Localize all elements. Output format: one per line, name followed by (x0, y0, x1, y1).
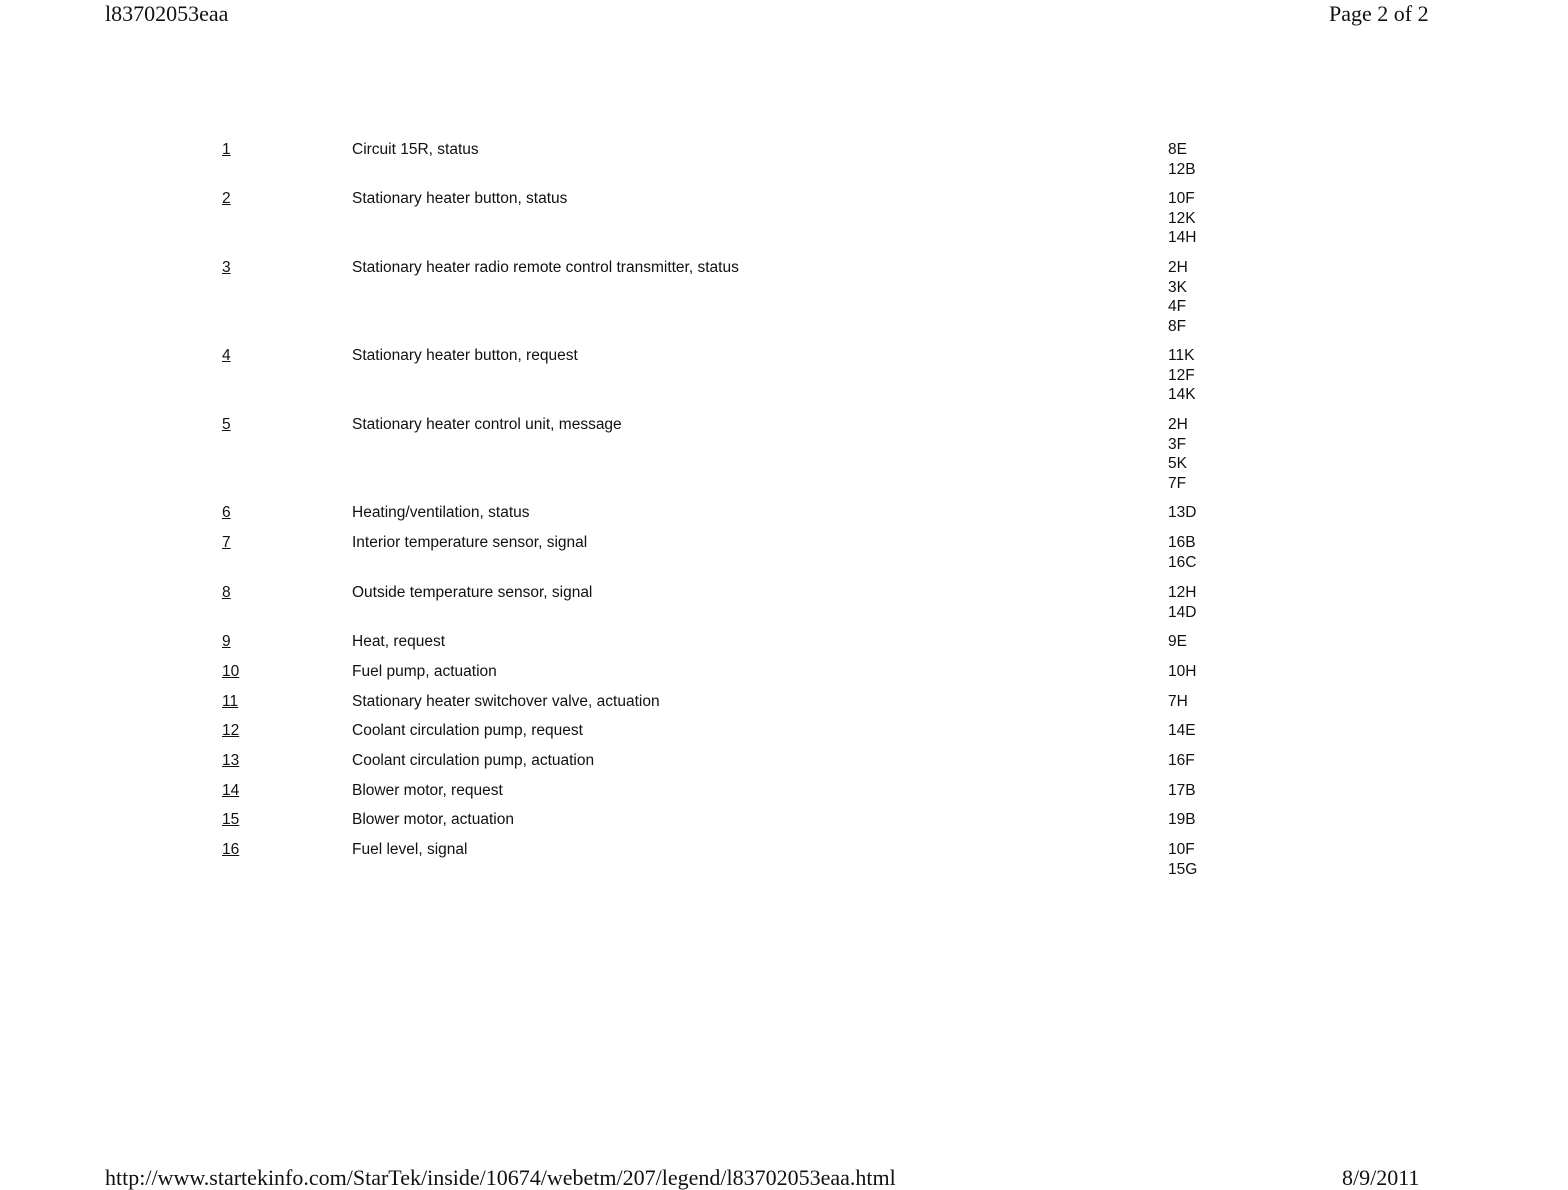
legend-item-description: Circuit 15R, status (352, 141, 479, 158)
grid-coordinate: 19B (1168, 811, 1196, 828)
legend-item-link[interactable]: 15 (222, 811, 240, 828)
legend-item-coordinates (1168, 692, 1188, 712)
grid-coordinate: 13D (1168, 504, 1197, 521)
grid-coordinate: 3K (1168, 278, 1187, 296)
grid-coordinate: 2H (1168, 259, 1188, 276)
legend-item-description: Stationary heater switchover valve, actuation (352, 693, 660, 710)
legend-item-description: Fuel pump, actuation (352, 663, 497, 680)
legend-item-coordinates (1168, 503, 1196, 523)
grid-coordinate: 5K (1168, 455, 1187, 473)
legend-item-link[interactable]: 10 (222, 663, 240, 680)
legend-item-coordinates (1168, 840, 1197, 879)
legend-item-description: Stationary heater button, request (352, 347, 578, 364)
grid-coordinate: 9E (1168, 633, 1187, 650)
legend-item-description: Blower motor, actuation (352, 811, 514, 828)
legend-item-description: Outside temperature sensor, signal (352, 584, 593, 601)
grid-coordinate: 16F (1168, 752, 1195, 769)
legend-item-link[interactable]: 8 (222, 584, 231, 601)
grid-coordinate: 8F (1168, 317, 1187, 335)
legend-item-coordinates (1168, 721, 1196, 741)
grid-coordinate: 10F (1168, 190, 1195, 207)
legend-item-description: Heat, request (352, 633, 446, 650)
grid-coordinate: 14H (1168, 229, 1197, 247)
page-url: http://www.startekinfo.com/StarTek/inside/10674/webetm/207/legend/l83702053eaa.html (105, 1165, 896, 1190)
legend-item-coordinates (1168, 583, 1196, 622)
legend-item-link[interactable]: 16 (222, 841, 240, 858)
legend-item-coordinates (1168, 140, 1196, 179)
grid-coordinate: 10H (1168, 663, 1197, 680)
grid-coordinate: 10F (1168, 841, 1195, 858)
legend-item-link[interactable]: 6 (222, 504, 231, 521)
legend-item-link[interactable]: 2 (222, 190, 231, 207)
legend-item-link[interactable]: 1 (222, 141, 231, 158)
legend-item-link[interactable]: 4 (222, 347, 231, 364)
legend-item-coordinates (1168, 533, 1196, 572)
grid-coordinate: 7H (1168, 693, 1188, 710)
grid-coordinate: 12B (1168, 160, 1196, 178)
legend-item-description: Blower motor, request (352, 782, 503, 799)
grid-coordinate: 11K (1168, 347, 1195, 364)
page-number: Page 2 of 2 (1329, 1, 1429, 26)
legend-item-coordinates (1168, 751, 1195, 771)
legend-item-link[interactable]: 9 (222, 633, 231, 650)
legend-item-description: Heating/ventilation, status (352, 504, 530, 521)
grid-coordinate: 16C (1168, 553, 1197, 571)
legend-item-description: Coolant circulation pump, request (352, 722, 583, 739)
grid-coordinate: 14K (1168, 386, 1196, 404)
legend-item-coordinates (1168, 189, 1196, 248)
grid-coordinate: 4F (1168, 298, 1187, 316)
legend-item-description: Stationary heater button, status (352, 190, 568, 207)
legend-item-description: Interior temperature sensor, signal (352, 534, 588, 551)
grid-coordinate: 3F (1168, 435, 1187, 453)
legend-item-description: Fuel level, signal (352, 841, 468, 858)
legend-item-link[interactable]: 14 (222, 782, 240, 799)
legend-item-link[interactable]: 11 (222, 693, 239, 710)
grid-coordinate: 14E (1168, 722, 1196, 739)
legend-item-coordinates (1168, 346, 1196, 405)
grid-coordinate: 15G (1168, 860, 1198, 878)
legend-item-description: Stationary heater radio remote control transmitter, status (352, 259, 739, 276)
grid-coordinate: 8E (1168, 141, 1187, 158)
legend-item-link[interactable]: 13 (222, 752, 240, 769)
legend-item-link[interactable]: 7 (222, 534, 231, 551)
grid-coordinate: 2H (1168, 416, 1188, 433)
legend-item-description: Coolant circulation pump, actuation (352, 752, 595, 769)
legend-item-coordinates (1168, 781, 1196, 801)
grid-coordinate: 7F (1168, 474, 1187, 492)
legend-item-link[interactable]: 3 (222, 259, 231, 276)
legend-item-link[interactable]: 12 (222, 722, 240, 739)
grid-coordinate: 12F (1168, 366, 1195, 384)
legend-item-coordinates (1168, 415, 1188, 493)
print-date: 8/9/2011 (1342, 1165, 1420, 1190)
grid-coordinate: 14D (1168, 603, 1197, 621)
grid-coordinate: 16B (1168, 534, 1196, 551)
legend-item-coordinates (1168, 632, 1187, 652)
legend-item-description: Stationary heater control unit, message (352, 416, 622, 433)
grid-coordinate: 12K (1168, 209, 1196, 227)
legend-item-coordinates (1168, 662, 1196, 682)
document-id: l83702053eaa (105, 1, 229, 26)
legend-item-coordinates (1168, 258, 1188, 336)
legend-item-link[interactable]: 5 (222, 416, 231, 433)
grid-coordinate: 17B (1168, 782, 1196, 799)
grid-coordinate: 12H (1168, 584, 1197, 601)
legend-item-coordinates (1168, 810, 1196, 830)
